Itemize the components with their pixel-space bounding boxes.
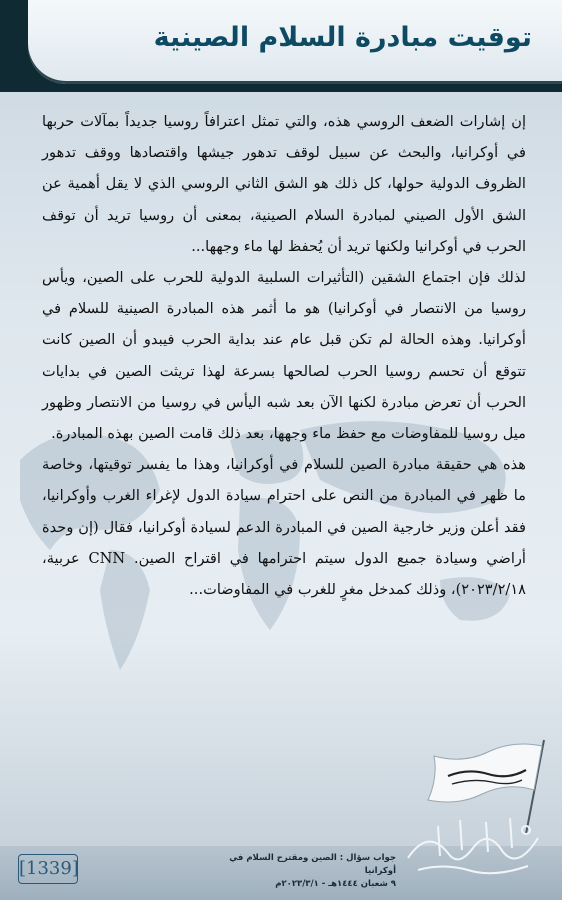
paragraph-3: هذه هي حقيقة مبادرة الصين للسلام في أوكرانيا، وهذا ما يفسر توقيتها، وخاصة ما ظهر في المبادرة من النص على احترام سيادة الدول لإغراء الغرب وأوكرانيا، فقد أعلن وزير خارجية الصين في المبادرة الدعم لسيادة أوكرانيا، فقال (إن وحدة أراضي وسيادة جميع الدول سيتم احترامها في اقتراح الصين. CNN عربية، ٢٠٢٣/٢/١٨)، وذلك كمدخل مغرٍ للغرب في المفاوضات...	[42, 456, 526, 599]
paragraph-1: إن إشارات الضعف الروسي هذه، والتي تمثل اعترافاً روسيا جديداً بمآلات حربها في أوكرانيا، والبحث عن سبيل لوقف تدهور جيشها واقتصادها ووقف تدهور الظروف الدولية حولها، كل ذلك هو الشق الثاني الروسي الذي لا يقل أهمية عن الشق الأول الصيني لمبادرة السلام الصينية، بمعنى أن روسيا تريد أن توقف الحرب في أوكرانيا ولكنها تريد أن يُحفظ لها ماء وجهها...	[42, 113, 526, 255]
footer-source-date: ٩ شعبان ١٤٤٤هـ - ٢٠٢٣/٣/١م	[275, 879, 396, 889]
article-body	[42, 106, 526, 806]
footer-source-title: جواب سؤال : الصين ومقترح السلام في أوكرانيا	[229, 853, 396, 876]
footer-source	[206, 852, 396, 891]
calligraphy-signature-icon	[398, 808, 548, 886]
page-number: [1339]	[18, 854, 78, 884]
paragraph-2: لذلك فإن اجتماع الشقين (التأثيرات السلبية الدولية للحرب على الصين، ويأس روسيا من الانتصار في أوكرانيا) هو ما أثمر هذه المبادرة الصينية للسلام في أوكرانيا. وهذه الحالة لم تكن قبل عام عند بداية الحرب فيبدو أن الصين كانت تتوقع أن تحسم روسيا الحرب لصالحها بسرعة لهذا تريثت الصين في بدايات الحرب أن تعرض مبادرة لكنها الآن بعد شبه اليأس في روسيا من الانتصار وظهور ميل روسيا للمفاوضات مع حفظ ماء وجهها، بعد ذلك قامت الصين بهذه المبادرة.	[42, 269, 526, 443]
page-title: توقيت مبادرة السلام الصينية	[153, 22, 532, 53]
